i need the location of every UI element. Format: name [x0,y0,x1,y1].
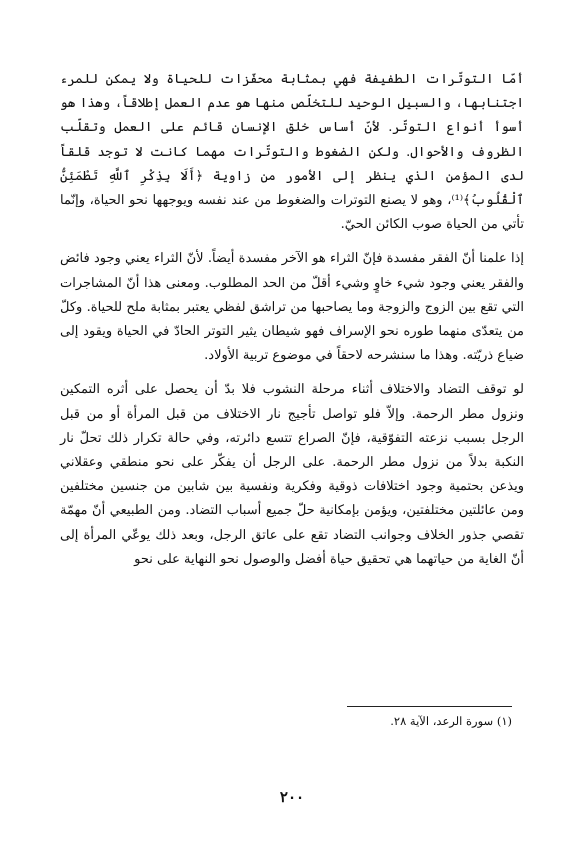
paragraph-3: لو توقف التضاد والاختلاف أثناء مرحلة النشوب فلا بدّ أن يحصل على أثره التمكين ونزول مطر الرحمة. وإلاّ فلو تواصل تأجيج نار الاختلاف من قبل المرأة أو من قبل الرجل بسبب نزعته التفوّقية، فإنّ الصراع تتسع دائرته، وفي حالة تكرار ذلك تحلّ نار النكبة بدلاً من نزول مطر الرحمة. على الرجل أن يفكّر على نحو منطقي وعقلاني ويذعن بحتمية وجود اختلافات ذوقية وفكرية ونفسية بين شابين من جنسين مختلفين ومن عائلتين مختلفتين، ويؤمن بإمكانية حلّ جميع أسباب التضاد. ومن الطبيعي أنّ مهمّة تقصي جذور الخلاف وجوانب التضاد تقع على عاتق الرجل، وبعد ذلك يوعّي المرأة إلى أنّ الغاية من حياتهما هي تحقيق حياة أفضل والوصول نحو النهاية على نحو [60,382,524,567]
paragraph-2: إذا علمنا أنّ الفقر مفسدة فإنّ الثراء هو الآخر مفسدة أيضاً. لأنّ الثراء يعني وجود فائض والفقر يعني وجود شيء خاوٍ وشيء أقلّ من الحد المطلوب. ومعنى هذا أنّ المشاجرات التي تقع بين الزوج والزوجة وما يصاحبها من تراشق لفظي يعتبر بمثابة ملح للحياة. وكلّ من يتعدّى منهما طوره نحو الإسراف فهو شيطان يثير التوتر الحادّ في الحياة ويقود إلى ضياع ذريّته. وهذا ما سنشرحه لاحقاً في موضوع تربية الأولاد. [60,251,524,364]
footnote: (١) سورة الرعد، الآية ٢٨. [390,714,512,728]
footnote-divider [347,706,512,707]
paragraph-1: أمّا التوتّرات الطفيفة فهي بمثابة محفّزات للحياة ولا يمكن للمرء اجتنابها، والسبيل الوحيد للتخلّص منها هو عدم العمل إطلاقاً، وهذا هو أسوأ أنواع التوتّر. لأنّ أساس خلق الإنسان قائم على العمل وتقلّب الظروف والأحوال. ولكن الضغوط والتوتّرات مهما كانت لا توجد قلقاً لدى المؤمن الذي ينظر إلى الأمور من زاوية ﴿أَلَا بِذِكْرِ ٱللَّهِ تَطْمَئِنُّ ٱلْقُلُوبُ﴾⁽¹⁾، وهو لا يصنع التوترات والضغوط من عند نفسه ويوجهها نحو الحياة، وإنّما تأتي من الحياة صوب الكائن الحيّ. [60,72,524,233]
main-text [60,68,524,582]
page-number: ٢٠٠ [279,788,305,806]
